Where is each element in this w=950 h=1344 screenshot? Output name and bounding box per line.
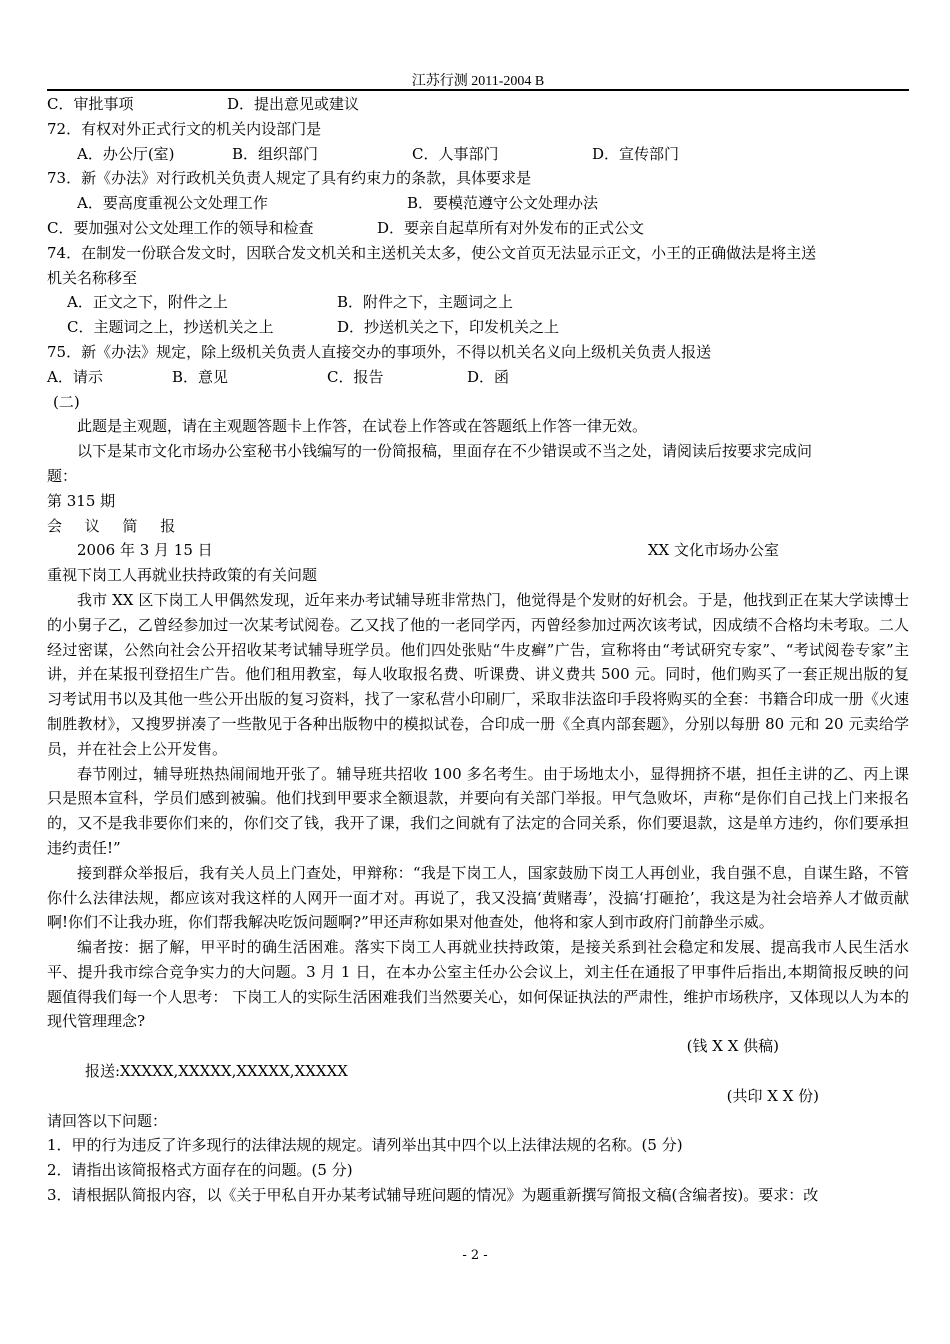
option: B．要模范遵守公文处理办法 <box>407 194 599 213</box>
option: A．要高度重视公文处理工作 <box>77 194 268 213</box>
option: B．意见 <box>172 367 229 386</box>
header-rule <box>47 89 909 91</box>
bulletin-author: (钱 X X 供稿) <box>686 1037 779 1056</box>
bulletin-title: 会 议 简 报 <box>47 516 185 535</box>
q71-options <box>47 92 909 117</box>
option: D．提出意见或建议 <box>227 95 360 113</box>
section-note: 此题是主观题，请在主观题答题卡上作答，在试卷上作答或在答题纸上作答一律无效。 <box>77 417 648 436</box>
bulletin-author-line <box>47 1034 909 1059</box>
document-body <box>47 92 909 1208</box>
option: A．请示 <box>47 367 103 386</box>
option: C．报告 <box>327 367 384 386</box>
q72-stem: 72．有权对外正式行文的机关内设部门是 <box>47 119 322 138</box>
option: D．要亲自起草所有对外发布的正式公文 <box>377 218 645 237</box>
bulletin-headline: 重视下岗工人再就业扶持政策的有关问题 <box>47 566 318 585</box>
q74-options-row1 <box>47 290 909 315</box>
q75-stem: 75．新《办法》规定，除上级机关负责人直接交办的事项外，不得以机关名义向上级机关负责人报送 <box>47 342 712 361</box>
bulletin-paragraph-3: 接到群众举报后，我有关人员上门查处，甲辩称：“我是下岗工人，国家鼓励下岗工人再创业，我自强不息，自谋生路，不管你什么法律法规，都应该对我这样的人网开一面才对。再说了，我又没搞‘黄赌毒’，没搞‘打砸抢’，我这是为社会培养人才做贡献啊!你们不让我办班，你们帮我解决吃饭问题啊?”甲还声称如果对他查处，他将和家人到市政府门前静坐示威。 <box>47 863 909 932</box>
q73-options-row1 <box>47 191 909 216</box>
bulletin-paragraph-1: 我市 XX 区下岗工人甲偶然发现，近年来办考试辅导班非常热门，他觉得是个发财的好机会。于是，他找到正在某大学读博士的小舅子乙，乙曾经参加过一次某考试阅卷。乙又找了他的一老同学丙，丙曾经参加过两次该考试，因成绩不合格均未考取。二人经过密谋，公然向社会公开招收某考试辅导班学员。他们四处张贴“牛皮癣”广告，宣称将由“考试研究专家”、“考试阅卷专家”主讲，并在某报刊登招生广告。他们租用教室，每人收取报名费、听课费、讲义费共 500 元。同时，他们购买了一套正规出版的复习考试用书以及其他一些公开出版的复习资料，找了一家私营小印刷厂，采取非法盗印手段将购买的全套：书籍合印成一册《火速制胜教材》，又搜罗拼凑了一些散见于各种出版物中的模拟试卷，合印成一册《全真内部套题》，分别以每册 80 元和 20 元卖给学员，并在社会上公开发售。 <box>47 590 909 758</box>
section-label: (二) <box>53 392 80 411</box>
question-2: 2．请指出该简报格式方面存在的问题。(5 分) <box>47 1161 353 1180</box>
q75-options <box>47 365 909 390</box>
option: C．主题词之上，抄送机关之上 <box>67 318 274 337</box>
option: D．函 <box>467 367 510 386</box>
option: D．抄送机关之下，印发机关之上 <box>337 318 560 337</box>
bulletin-paragraph-4: 编者按：据了解，甲平时的确生活困难。落实下岗工人再就业扶持政策，是接关系到社会稳定和发展、提高我市人民生活水平、提升我市综合竞争实力的大问题。3 月 1 日，在本办公室主任办公会议上，刘主任在通报了甲事件后指出,本期简报反映的问题值得我们每一个人思考： 下岗工人的实际生活困难我们当然要关心，如何保证执法的严肃性，维护市场秩序，又体现以人为本的现代管理理念? <box>47 938 909 1031</box>
q72-options <box>47 142 909 167</box>
q74-options-row2 <box>47 315 909 340</box>
page-number: - 2 - <box>462 1248 488 1263</box>
bulletin-issue: 第 315 期 <box>47 491 116 510</box>
bulletin-org: XX 文化市场办公室 <box>647 541 779 560</box>
q73-stem: 73．新《办法》对行政机关负责人规定了具有约束力的条款，具体要求是 <box>47 169 532 188</box>
page-header: 江苏行测 2011-2004 B <box>411 74 545 89</box>
option: C．人事部门 <box>412 144 499 163</box>
q74-stem-line2: 机关名称移至 <box>47 268 138 287</box>
bulletin-copies-line <box>47 1084 909 1109</box>
q73-options-row2 <box>47 216 909 241</box>
section-intro-line1: 以下是某市文化市场办公室秘书小钱编写的一份简报稿，里面存在不少错误或不当之处，请阅读后按要求完成问 <box>77 442 813 461</box>
option: B．组织部门 <box>232 144 319 163</box>
option: A．正文之下，附件之上 <box>67 293 228 312</box>
questions-intro: 请回答以下问题： <box>47 1111 168 1130</box>
option: D．宣传部门 <box>592 144 680 163</box>
question-1: 1．甲的行为违反了许多现行的法律法规的规定。请列举出其中四个以上法律法规的名称。(5 分) <box>47 1136 683 1155</box>
bulletin-date-line <box>47 538 909 563</box>
option: B．附件之下，主题词之上 <box>337 293 514 312</box>
question-3: 3．请根据队简报内容，以《关于甲私自开办某考试辅导班问题的情况》为题重新撰写简报文稿(含编者按)。要求：改 <box>47 1186 819 1205</box>
bulletin-date: 2006 年 3 月 15 日 <box>77 541 213 560</box>
option: A．办公厅(室) <box>77 144 175 163</box>
section-intro-line2: 题： <box>47 466 78 485</box>
q74-stem-line1: 74．在制发一份联合发文时，因联合发文机关和主送机关太多，使公文首页无法显示正文，小王的正确做法是将主送 <box>47 243 817 262</box>
option: C．要加强对公文处理工作的领导和检查 <box>47 218 314 237</box>
bulletin-paragraph-2: 春节刚过，辅导班热热闹闹地开张了。辅导班共招收 100 多名考生。由于场地太小，显得拥挤不堪，担任主讲的乙、丙上课只是照本宣科，学员们感到被骗。他们找到甲要求全额退款，并要向有关部门举报。甲气急败坏，声称“是你们自己找上门来报名的，又不是我非要你们来的，你们交了钱，我开了课，我们之间就有了法定的合同关系，你们要退款，这是单方违约，你们要承担违约责任!” <box>47 764 909 857</box>
bulletin-copies: (共印 X X 份) <box>726 1086 819 1105</box>
option: C．审批事项 <box>47 95 134 113</box>
bulletin-sendto: 报送:XXXXX,XXXXX,XXXXX,XXXXX <box>85 1062 348 1081</box>
